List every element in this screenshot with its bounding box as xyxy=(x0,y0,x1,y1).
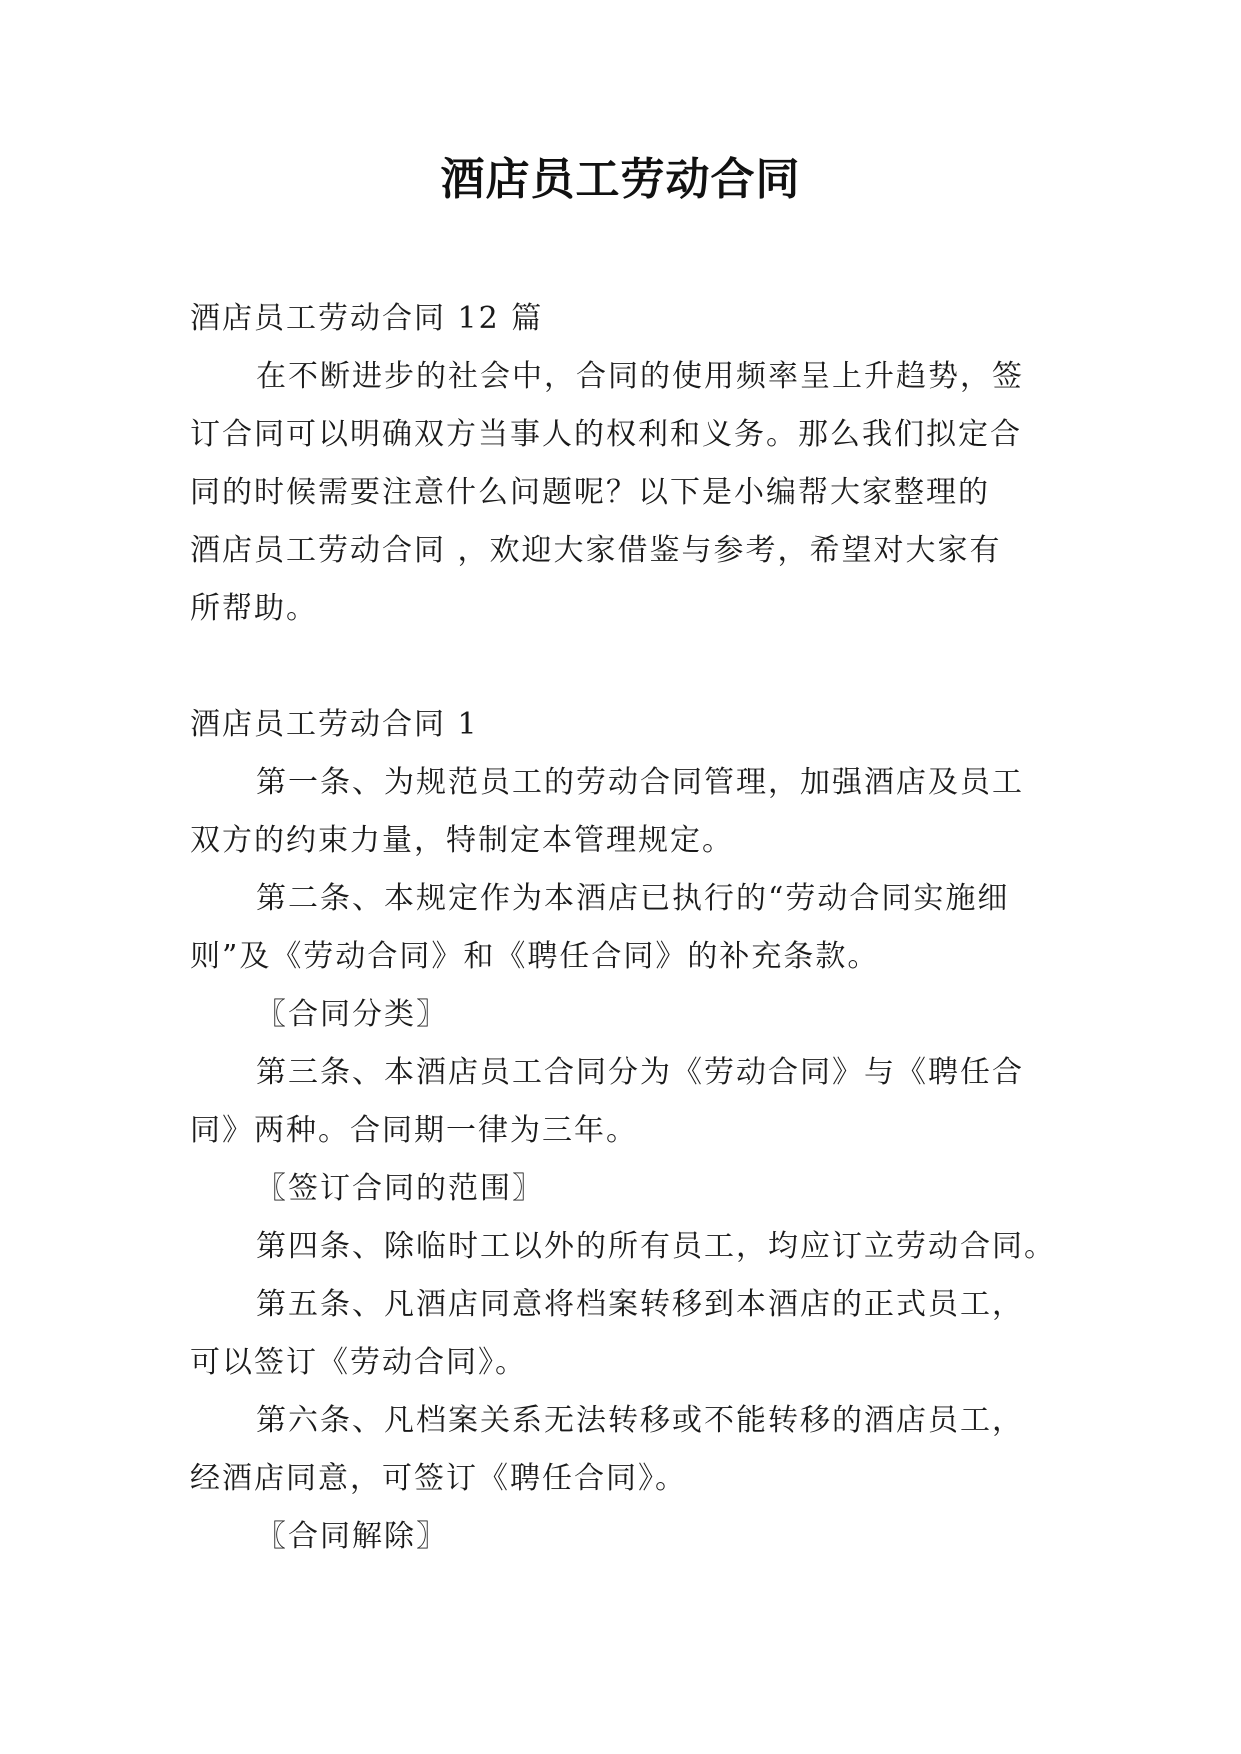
article-line: 第五条、凡酒店同意将档案转移到本酒店的正式员工， xyxy=(256,1287,1024,1322)
intro-line: 酒店员工劳动合同 ，欢迎大家借鉴与参考，希望对大家有 xyxy=(190,533,1002,568)
category-heading: 〖签订合同的范围〗 xyxy=(256,1171,544,1206)
article-line: 双方的约束力量，特制定本管理规定。 xyxy=(190,823,734,858)
article-line: 可以签订《劳动合同》。 xyxy=(190,1345,527,1380)
article-line: 第二条、本规定作为本酒店已执行的“劳动合同实施细 xyxy=(256,881,1010,916)
paragraph-spacer xyxy=(190,638,1054,696)
intro-line: 订合同可以明确双方当事人的权利和义务。那么我们拟定合 xyxy=(190,417,1022,452)
article-line: 第六条、凡档案关系无法转移或不能转移的酒店员工， xyxy=(256,1403,1024,1438)
article-line: 经酒店同意，可签订《聘任合同》。 xyxy=(190,1461,687,1496)
intro-line: 在不断进步的社会中，合同的使用频率呈上升趋势，签 xyxy=(256,359,1024,394)
intro-line: 同的时候需要注意什么问题呢？以下是小编帮大家整理的 xyxy=(190,475,990,510)
document-body xyxy=(190,290,1054,1566)
document-title: 酒店员工劳动合同 xyxy=(440,154,801,205)
article-line: 则”及《劳动合同》和《聘任合同》的补充条款。 xyxy=(190,939,880,974)
article-line: 第四条、除临时工以外的所有员工，均应订立劳动合同。 xyxy=(256,1229,1056,1264)
article-line: 第一条、为规范员工的劳动合同管理，加强酒店及员工 xyxy=(256,765,1024,800)
article-line: 同》两种。合同期一律为三年。 xyxy=(190,1113,638,1148)
section-heading: 酒店员工劳动合同 1 xyxy=(190,707,479,742)
category-heading: 〖合同分类〗 xyxy=(256,997,448,1032)
intro-line: 所帮助。 xyxy=(190,591,318,626)
document-subtitle: 酒店员工劳动合同 12 篇 xyxy=(190,301,544,336)
article-line: 第三条、本酒店员工合同分为《劳动合同》与《聘任合 xyxy=(256,1055,1024,1090)
category-heading: 〖合同解除〗 xyxy=(256,1519,448,1554)
